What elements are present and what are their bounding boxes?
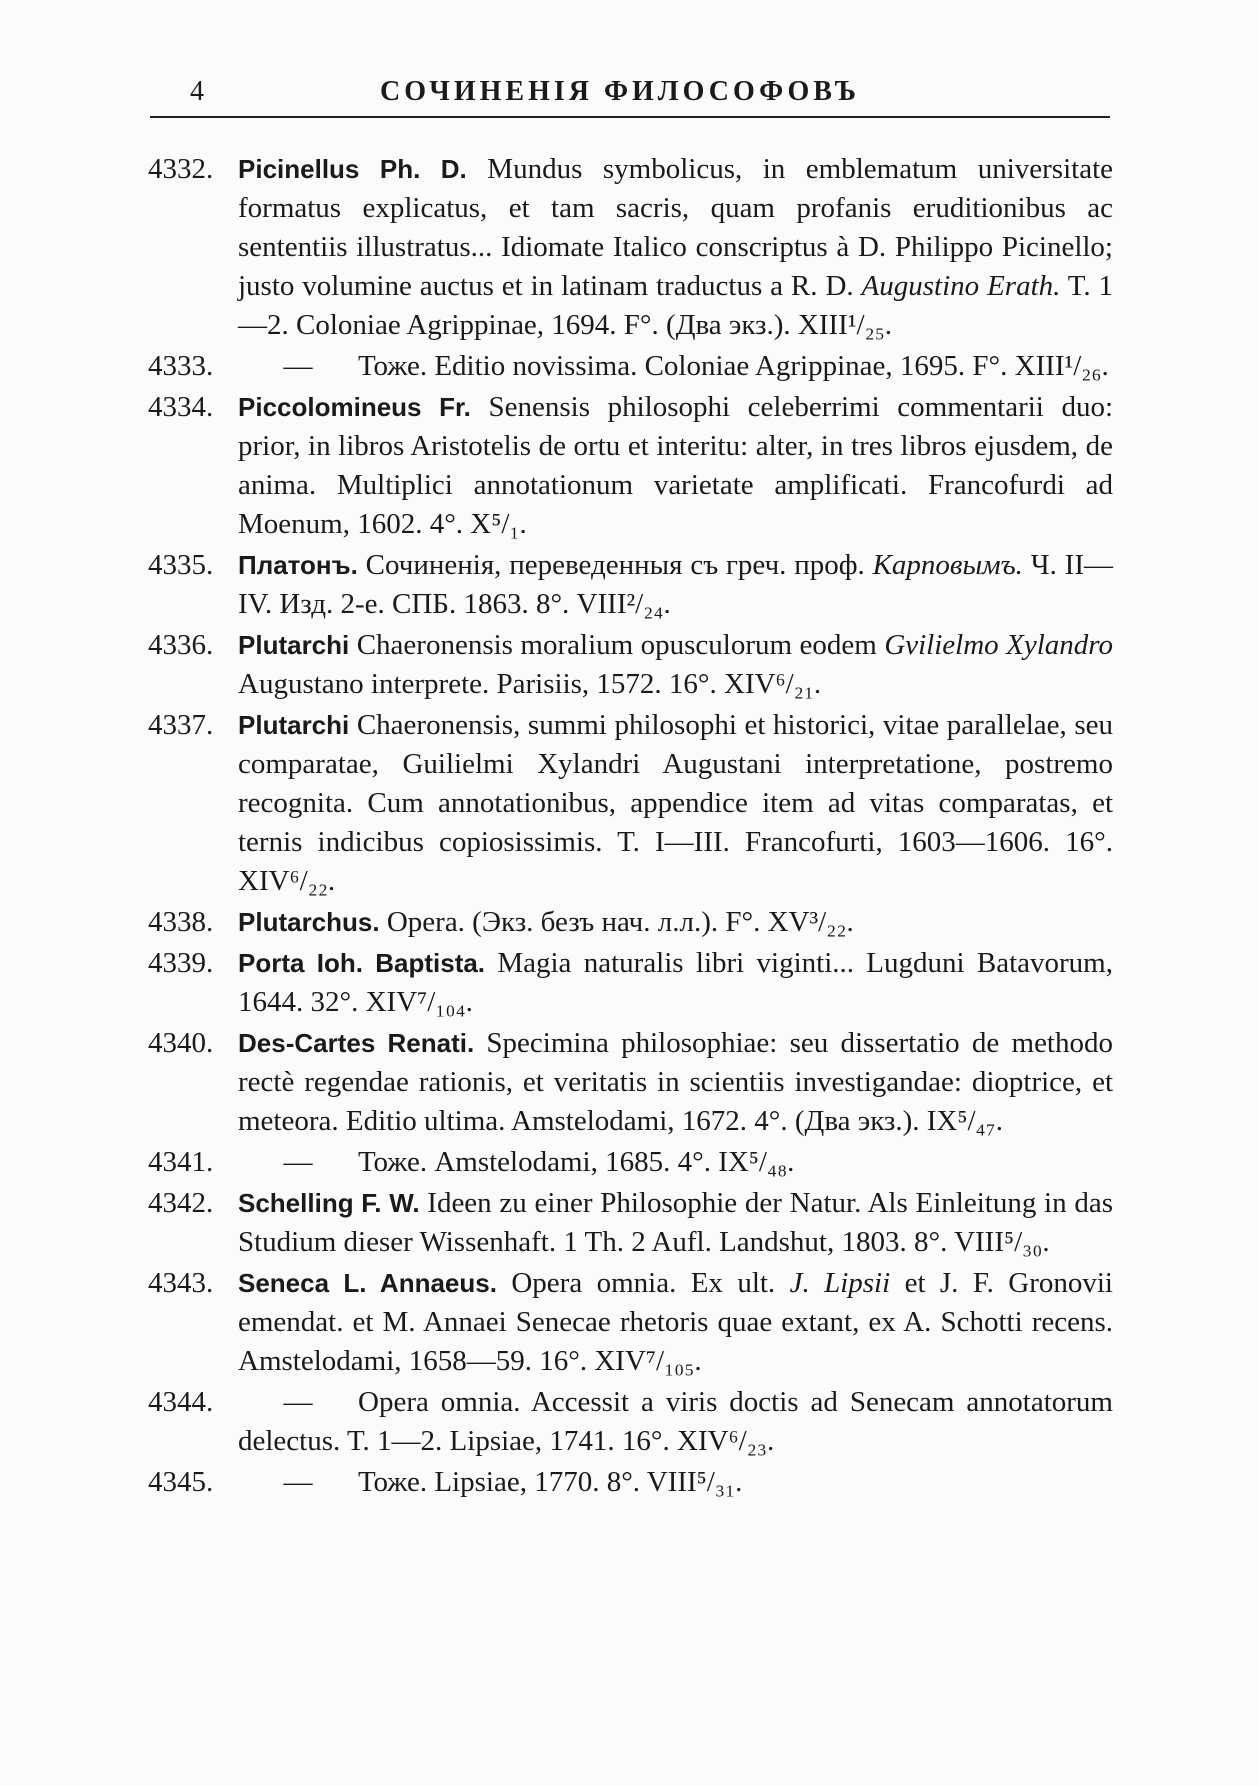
- ditto-dash: —: [283, 1146, 313, 1178]
- catalog-entry: [148, 1264, 1113, 1381]
- entry-number: 4335.: [148, 549, 214, 581]
- entry-number: 4334.: [148, 391, 214, 423]
- catalog-entry: [148, 546, 1113, 624]
- entry-rest: et J. F. Gronovii emendat. et M. Annaei Senecae rhetoris quae extant, ex A. Schotti recens. Amstelodami, 1658—59. 16°. XIV⁷/₁₀₅.: [238, 1267, 1113, 1377]
- entry-rest: Augustano interprete. Parisiis, 1572. 16°. XIV⁶/₂₁.: [238, 668, 822, 700]
- catalog-entry: [148, 1024, 1113, 1141]
- entry-number: 4342.: [148, 1187, 214, 1219]
- entry-author: Seneca L. Annaeus.: [238, 1268, 497, 1298]
- catalog-entry: [148, 1184, 1113, 1262]
- entry-text: Тоже. Lipsiae, 1770. 8°. VIII⁵/₃₁.: [358, 1466, 743, 1498]
- entry-text: Chaeronensis moralium opusculorum eodem: [349, 629, 885, 661]
- entry-text: Opera omnia. Ex ult.: [496, 1267, 790, 1299]
- entry-number: 4340.: [148, 1027, 214, 1059]
- entry-author: Plutarchus.: [238, 907, 380, 937]
- entry-author: Plutarchi: [238, 710, 350, 740]
- entry-number: 4344.: [148, 1386, 214, 1418]
- ditto-dash: —: [283, 1466, 313, 1498]
- entry-italic: Gvilielmo Xylandro: [884, 629, 1113, 661]
- catalog-entry: [148, 347, 1113, 386]
- catalog-entry: [148, 150, 1113, 345]
- entry-text: Сочиненія, переведенныя съ греч. проф.: [357, 549, 873, 581]
- catalog-entry: [148, 1463, 1113, 1502]
- entry-author: Des-Cartes Renati.: [238, 1028, 475, 1058]
- entry-author: Piccolomineus Fr.: [238, 392, 471, 422]
- entry-author: Porta Ioh. Baptista.: [238, 948, 486, 978]
- catalog-entry: [148, 944, 1113, 1022]
- entry-rest: Ч. II—IV. Изд. 2-е. СПБ. 1863. 8°. VIII²/₂₄.: [238, 549, 1113, 620]
- entry-number: 4338.: [148, 906, 214, 938]
- catalog-entry: [148, 388, 1113, 544]
- entry-text: Тоже. Amstelodami, 1685. 4°. IX⁵/₄₈.: [358, 1146, 795, 1178]
- entry-text: Ideen zu einer Philosophie der Natur. Als Einleitung in das Studium dieser Wissenhaft. 1 Th. 2 Aufl. Landshut, 1803. 8°. VIII⁵/₃₀.: [238, 1187, 1113, 1258]
- entry-rest: T. 1—2. Coloniae Agrippinae, 1694. F°. (Два экз.). XIII¹/₂₅.: [238, 270, 1113, 341]
- catalog-entries: [148, 150, 1113, 1504]
- entry-text: Senensis philosophi celeberrimi commentarii duo: prior, in libros Aristotelis de ortu et interitu: alter, in tres libros ejusdem, de anima. Multiplici annotationum varietate amplificati. Francofurdi ad Moenum, 1602. 4°. X⁵/₁.: [238, 391, 1113, 540]
- entry-number: 4337.: [148, 709, 214, 741]
- entry-number: 4339.: [148, 947, 214, 979]
- running-title: СОЧИНЕНІЯ ФИЛОСОФОВЪ: [380, 76, 860, 107]
- entry-author: Schelling F. W.: [238, 1188, 420, 1218]
- catalog-entry: [148, 903, 1113, 942]
- entry-number: 4343.: [148, 1267, 214, 1299]
- entry-text: Specimina philosophiae: seu dissertatio de methodo rectè regendae rationis, et veritatis in scientiis investigandae: dioptrice, et meteora. Editio ultima. Amstelodami, 1672. 4°. (Два экз.). IX⁵/₄₇.: [238, 1027, 1113, 1137]
- ditto-dash: —: [283, 350, 313, 382]
- catalog-entry: [148, 706, 1113, 901]
- page-header: [150, 72, 1110, 118]
- entry-italic: J. Lipsii: [789, 1267, 891, 1299]
- page-number: 4: [190, 76, 204, 107]
- entry-number: 4336.: [148, 629, 214, 661]
- entry-text: Opera. (Экз. безъ нач. л.л.). F°. XV³/₂₂.: [379, 906, 854, 938]
- entry-italic: Augustino Erath.: [861, 270, 1061, 302]
- entry-italic: Карповымъ.: [872, 549, 1023, 581]
- entry-text: Opera omnia. Accessit a viris doctis ad Senecam annotatorum delectus. T. 1—2. Lipsiae, 1741. 16°. XIV⁶/₂₃.: [238, 1386, 1113, 1457]
- entry-author: Plutarchi: [238, 630, 350, 660]
- entry-number: 4345.: [148, 1466, 214, 1498]
- entry-text: Mundus symbolicus, in emblematum universitate formatus explicatus, et tam sacris, quam profanis eruditionibus ac sententiis illustratus... Idiomate Italico conscriptus à D. Philippo Picinello; justo volumine auctus et in latinam traductus a R. D.: [238, 153, 1113, 302]
- catalog-entry: [148, 1143, 1113, 1182]
- entry-text: Magia naturalis libri viginti... Lugduni Batavorum, 1644. 32°. XIV⁷/₁₀₄.: [238, 947, 1113, 1018]
- catalog-entry: [148, 1383, 1113, 1461]
- catalog-entry: [148, 626, 1113, 704]
- entry-author: Picinellus Ph. D.: [238, 154, 467, 184]
- entry-text: Тоже. Editio novissima. Coloniae Agrippinae, 1695. F°. XIII¹/₂₆.: [358, 350, 1109, 382]
- entry-number: 4341.: [148, 1146, 214, 1178]
- entry-text: Chaeronensis, summi philosophi et historici, vitae parallelae, seu comparatae, Guilielmi Xylandri Augustani interpretatione, postremo recognita. Cum annotationibus, appendice item ad vitas comparatas, et ternis indicibus copiosissimis. T. I—III. Francofurti, 1603—1606. 16°. XIV⁶/₂₂.: [238, 709, 1113, 897]
- entry-number: 4332.: [148, 153, 214, 185]
- ditto-dash: —: [283, 1386, 313, 1418]
- entry-author: Платонъ.: [238, 550, 358, 580]
- entry-number: 4333.: [148, 350, 214, 382]
